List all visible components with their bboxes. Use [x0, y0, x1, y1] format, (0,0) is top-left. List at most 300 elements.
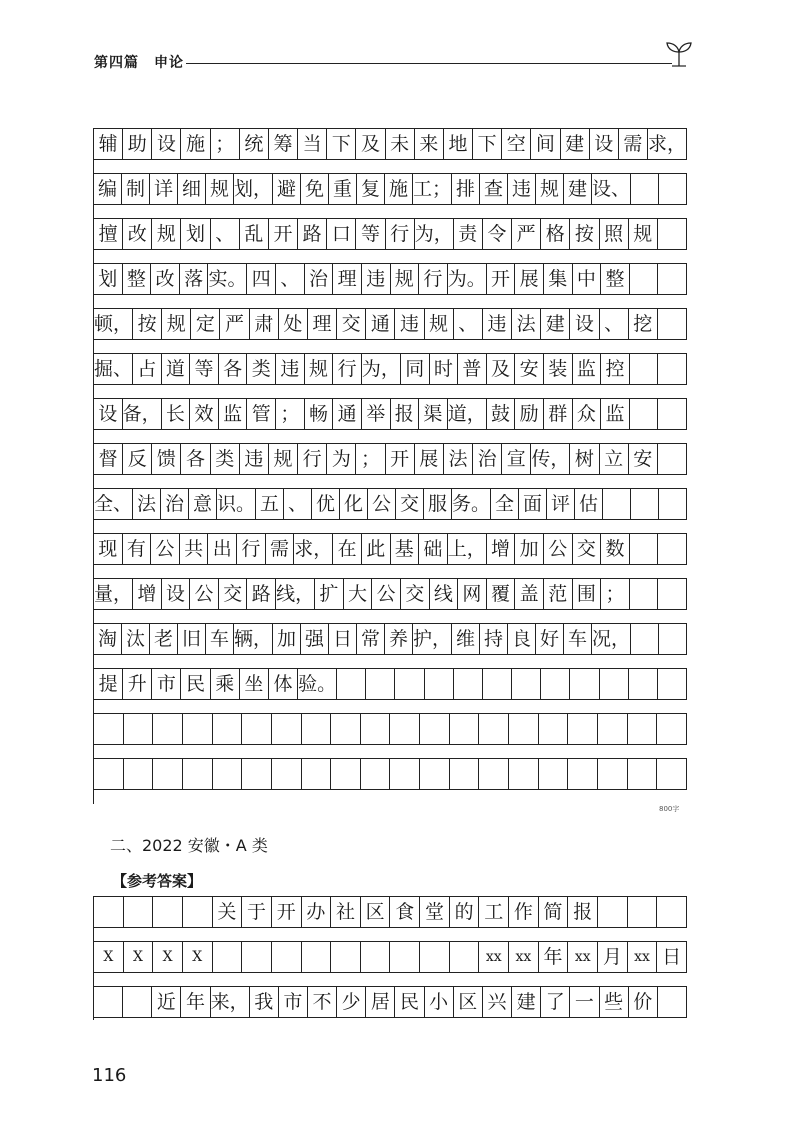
grid-cell: 展 — [415, 444, 444, 474]
grid-cell: 全 — [491, 489, 519, 519]
grid-cell: 车 — [564, 624, 592, 654]
grid-cell: 日 — [657, 942, 687, 972]
grid-cell: xx — [568, 942, 598, 972]
grid-cell: 五 — [256, 489, 284, 519]
grid-row — [94, 986, 687, 1018]
grid-cell: 养 — [385, 624, 413, 654]
grid-cell: 设 — [162, 579, 191, 609]
grid-cell — [361, 759, 391, 789]
grid-cell: 设 — [590, 129, 619, 159]
grid-cell: 效 — [190, 399, 219, 429]
grid-cell: 建 — [512, 987, 541, 1017]
grid-cell: 占 — [133, 354, 162, 384]
grid-cell: X — [94, 942, 124, 972]
grid-cell: 公 — [368, 489, 396, 519]
grid-cell — [450, 714, 480, 744]
header-title: 第四篇 申论 — [94, 55, 184, 71]
grid-cell: xx — [509, 942, 539, 972]
grid-cell: 公 — [372, 579, 401, 609]
grid-cell: 普 — [458, 354, 487, 384]
grid-cell: 地 — [444, 129, 473, 159]
grid-cell: 增 — [487, 534, 516, 564]
grid-cell: 助 — [123, 129, 152, 159]
grid-cell — [570, 669, 599, 699]
grid-cell: 理 — [308, 309, 337, 339]
grid-cell: 网 — [458, 579, 487, 609]
grid-cell: 护， — [413, 624, 452, 654]
grid-cell: 淘 — [94, 624, 122, 654]
grid-cell — [242, 714, 272, 744]
grid-cell: 况， — [592, 624, 631, 654]
grid-cell — [390, 714, 420, 744]
grid-cell — [628, 759, 658, 789]
grid-cell: 重 — [329, 174, 357, 204]
grid-cell: 改 — [151, 264, 180, 294]
grid-cell — [153, 759, 183, 789]
grid-cell: 覆 — [487, 579, 516, 609]
grid-cell — [603, 489, 631, 519]
grid-cell — [659, 489, 687, 519]
grid-cell — [213, 942, 243, 972]
grid-cell: 识。 — [217, 489, 256, 519]
grid-cell — [598, 759, 628, 789]
grid-cell — [631, 174, 659, 204]
grid-cell: 持 — [480, 624, 508, 654]
grid-cell — [94, 987, 123, 1017]
grid-cell: 办 — [302, 897, 332, 927]
grid-cell — [420, 759, 450, 789]
grid-cell: 础 — [419, 534, 448, 564]
grid-cell: 免 — [301, 174, 329, 204]
grid-cell: 各 — [181, 444, 210, 474]
grid-cell — [598, 897, 628, 927]
grid-cell: 集 — [544, 264, 573, 294]
grid-cell: xx — [479, 942, 509, 972]
grid-cell: 有 — [123, 534, 152, 564]
grid-cell — [630, 399, 659, 429]
grid-cell: 维 — [452, 624, 480, 654]
grid-cell — [153, 897, 183, 927]
grid-cell — [183, 897, 213, 927]
grid-cell: 坐 — [240, 669, 269, 699]
grid-cell: 在 — [333, 534, 362, 564]
grid-cell: 规 — [305, 354, 334, 384]
grid-cell: xx — [628, 942, 658, 972]
grid-cell: 通 — [333, 399, 362, 429]
grid-cell: ； — [601, 579, 630, 609]
grid-cell: 辅 — [94, 129, 123, 159]
grid-cell: 宣 — [502, 444, 531, 474]
grid-cell: 众 — [573, 399, 602, 429]
grid-cell: ； — [211, 129, 240, 159]
grid-cell — [331, 714, 361, 744]
grid-cell: 、 — [600, 309, 629, 339]
grid-cell: 兴 — [483, 987, 512, 1017]
grid-cell: 开 — [386, 444, 415, 474]
grid-cell: 升 — [123, 669, 152, 699]
grid-cell: 的 — [450, 897, 480, 927]
grid-cell: 市 — [152, 669, 181, 699]
grid-cell: 规 — [152, 219, 181, 249]
grid-cell — [361, 714, 391, 744]
grid-row — [94, 533, 687, 565]
grid-cell: 增 — [133, 579, 162, 609]
grid-row — [94, 896, 687, 928]
word-count-label: 800字 — [659, 805, 680, 813]
grid-cell: 需 — [619, 129, 648, 159]
grid-cell: 控 — [601, 354, 630, 384]
grid-cell — [657, 714, 687, 744]
grid-cell — [94, 714, 124, 744]
grid-cell — [541, 669, 570, 699]
grid-cell: 规 — [206, 174, 234, 204]
grid-cell: 工； — [413, 174, 452, 204]
grid-cell: 车 — [206, 624, 234, 654]
grid-row — [94, 128, 687, 160]
grid-cell: 励 — [515, 399, 544, 429]
grid-row — [94, 353, 687, 385]
grid-cell: 小 — [425, 987, 454, 1017]
grid-cell: 路 — [247, 579, 276, 609]
grid-cell — [331, 759, 361, 789]
grid-cell — [658, 264, 687, 294]
grid-cell: 好 — [536, 624, 564, 654]
grid-cell: 路 — [298, 219, 327, 249]
grid-cell: 类 — [211, 444, 240, 474]
grid-cell: 划 — [94, 264, 123, 294]
grid-cell: 了 — [541, 987, 570, 1017]
grid-cell: 整 — [123, 264, 152, 294]
grid-cell: 挖 — [629, 309, 658, 339]
grid-cell: 乱 — [240, 219, 269, 249]
grid-cell: 食 — [390, 897, 420, 927]
grid-cell — [302, 714, 332, 744]
grid-cell: 擅 — [94, 219, 123, 249]
page-number: 116 — [92, 1065, 127, 1086]
grid-cell: 道 — [162, 354, 191, 384]
grid-row — [94, 398, 687, 430]
grid-cell: 严 — [220, 309, 249, 339]
grid-cell: 为， — [415, 219, 454, 249]
grid-cell — [420, 942, 450, 972]
grid-cell: 公 — [151, 534, 180, 564]
grid-cell — [420, 714, 450, 744]
grid-cell: 民 — [395, 987, 424, 1017]
grid-cell: 长 — [162, 399, 191, 429]
grid-cell — [361, 942, 391, 972]
grid-cell: 来 — [415, 129, 444, 159]
grid-cell — [568, 714, 598, 744]
grid-cell — [124, 714, 154, 744]
grid-cell: 口 — [327, 219, 356, 249]
grid-cell — [390, 759, 420, 789]
grid-cell: 施 — [385, 174, 413, 204]
grid-cell — [94, 759, 124, 789]
grid-cell: 查 — [480, 174, 508, 204]
grid-cell: 交 — [396, 489, 424, 519]
grid-cell — [395, 669, 424, 699]
grid-cell: 设 — [152, 129, 181, 159]
grid-cell: 现 — [94, 534, 123, 564]
grid-cell: 治 — [473, 444, 502, 474]
grid-cell: 评 — [547, 489, 575, 519]
grid-cell — [659, 174, 687, 204]
grid-cell — [366, 669, 395, 699]
grid-cell: 定 — [191, 309, 220, 339]
grid-cell: 畅 — [305, 399, 334, 429]
grid-cell — [302, 759, 332, 789]
grid-cell: 违 — [240, 444, 269, 474]
grid-cell — [479, 714, 509, 744]
grid-cell: 等 — [356, 219, 385, 249]
grid-cell — [630, 264, 659, 294]
grid-cell: 线， — [276, 579, 315, 609]
grid-cell: 求， — [648, 129, 687, 159]
grid-cell: 报 — [568, 897, 598, 927]
grid-cell — [183, 714, 213, 744]
grid-cell: 道， — [448, 399, 487, 429]
grid-cell — [479, 759, 509, 789]
grid-cell: 此 — [362, 534, 391, 564]
grid-cell: X — [124, 942, 154, 972]
grid-cell: 立 — [600, 444, 629, 474]
grid-cell: 作 — [509, 897, 539, 927]
grid-cell: 设 — [570, 309, 599, 339]
grid-cell: 违 — [362, 264, 391, 294]
grid-cell: 报 — [391, 399, 420, 429]
grid-cell: 于 — [242, 897, 272, 927]
grid-cell: 数 — [601, 534, 630, 564]
grid-cell — [123, 987, 152, 1017]
grid-cell: 责 — [454, 219, 483, 249]
grid-cell: 规 — [536, 174, 564, 204]
grid-cell — [454, 669, 483, 699]
grid-row — [94, 263, 687, 295]
grid-row — [94, 668, 687, 700]
grid-cell: X — [183, 942, 213, 972]
grid-cell — [272, 759, 302, 789]
grid-cell: 类 — [247, 354, 276, 384]
grid-cell: 交 — [401, 579, 430, 609]
grid-cell: 价 — [629, 987, 658, 1017]
grid-cell — [509, 759, 539, 789]
grid-cell — [658, 987, 687, 1017]
grid-cell — [512, 669, 541, 699]
grid-cell: 良 — [508, 624, 536, 654]
grid-cell: 共 — [180, 534, 209, 564]
grid-cell: 老 — [150, 624, 178, 654]
grid-cell: 举 — [362, 399, 391, 429]
grid-cell: 一 — [570, 987, 599, 1017]
grid-cell: 装 — [544, 354, 573, 384]
grid-cell: 、 — [276, 264, 305, 294]
grid-cell — [539, 759, 569, 789]
grid-cell: X — [153, 942, 183, 972]
grid-cell: 未 — [386, 129, 415, 159]
grid-cell: 等 — [190, 354, 219, 384]
grid-cell: 设 — [94, 399, 123, 429]
grid-cell — [658, 669, 687, 699]
grid-cell: 服 — [424, 489, 452, 519]
grid-cell: 行 — [419, 264, 448, 294]
grid-cell — [631, 624, 659, 654]
grid-cell: 违 — [395, 309, 424, 339]
grid-cell: 反 — [123, 444, 152, 474]
grid-cell: 年 — [539, 942, 569, 972]
grid-cell: 群 — [544, 399, 573, 429]
grid-cell — [658, 534, 687, 564]
grid-cell: 细 — [178, 174, 206, 204]
grid-cell: 扩 — [315, 579, 344, 609]
grid-cell — [658, 219, 687, 249]
grid-cell — [425, 669, 454, 699]
grid-cell — [539, 714, 569, 744]
grid-cell: 优 — [312, 489, 340, 519]
grid-cell: 中 — [573, 264, 602, 294]
grid-cell: 渠 — [419, 399, 448, 429]
grid-cell: 格 — [541, 219, 570, 249]
grid-cell — [483, 669, 512, 699]
grid-cell: 行 — [333, 354, 362, 384]
grid-row — [94, 308, 687, 340]
grid-cell: 行 — [237, 534, 266, 564]
grid-cell: 加 — [515, 534, 544, 564]
grid-cell — [450, 942, 480, 972]
grid-cell: 建 — [561, 129, 590, 159]
grid-cell: 理 — [333, 264, 362, 294]
grid-cell: 整 — [601, 264, 630, 294]
grid-cell — [450, 759, 480, 789]
grid-cell: 些 — [600, 987, 629, 1017]
grid-cell: 开 — [487, 264, 516, 294]
grid-cell: 行 — [386, 219, 415, 249]
grid-cell: 、 — [454, 309, 483, 339]
grid-cell: 辆， — [234, 624, 273, 654]
grid-cell: 关 — [213, 897, 243, 927]
grid-cell: 肃 — [250, 309, 279, 339]
grid-row — [94, 218, 687, 250]
grid-cell: 为， — [362, 354, 401, 384]
grid-cell — [658, 579, 687, 609]
grid-cell: 规 — [391, 264, 420, 294]
grid-cell: 间 — [531, 129, 560, 159]
grid-cell: 法 — [133, 489, 161, 519]
grid-cell: 法 — [444, 444, 473, 474]
grid-cell: 制 — [122, 174, 150, 204]
grid-cell: 开 — [272, 897, 302, 927]
grid-row — [94, 713, 687, 745]
grid-cell: 安 — [515, 354, 544, 384]
grid-row — [94, 623, 687, 655]
grid-cell: 化 — [340, 489, 368, 519]
grid-cell: 治 — [305, 264, 334, 294]
grid-cell — [658, 354, 687, 384]
section-title: 二、2022 安徽・A 类 — [110, 836, 268, 855]
answer-grid-top — [93, 128, 686, 804]
grid-cell — [630, 534, 659, 564]
answer-grid-bottom — [93, 896, 686, 1020]
grid-cell — [628, 714, 658, 744]
grid-cell: 展 — [515, 264, 544, 294]
grid-cell: 工 — [479, 897, 509, 927]
grid-cell — [272, 714, 302, 744]
grid-cell — [658, 399, 687, 429]
grid-cell — [272, 942, 302, 972]
grid-row — [94, 488, 687, 520]
grid-cell: 公 — [190, 579, 219, 609]
grid-row — [94, 443, 687, 475]
grid-cell: 违 — [508, 174, 536, 204]
grid-cell: 少 — [337, 987, 366, 1017]
grid-cell: 当 — [298, 129, 327, 159]
grid-cell — [628, 897, 658, 927]
grid-cell: 来， — [211, 987, 250, 1017]
grid-cell: 掘、 — [94, 354, 133, 384]
grid-cell: 时 — [430, 354, 459, 384]
grid-cell: 备， — [123, 399, 162, 429]
grid-cell: 量， — [94, 579, 133, 609]
grid-cell — [631, 489, 659, 519]
grid-cell: 年 — [181, 987, 210, 1017]
grid-cell — [629, 669, 658, 699]
grid-cell — [630, 354, 659, 384]
grid-cell: 落 — [180, 264, 209, 294]
grid-cell: 顿， — [94, 309, 133, 339]
grid-cell: 月 — [598, 942, 628, 972]
grid-cell: 日 — [329, 624, 357, 654]
grid-cell: 求， — [294, 534, 333, 564]
grid-cell: 验。 — [298, 669, 337, 699]
grid-cell: 传， — [531, 444, 570, 474]
grid-cell — [600, 669, 629, 699]
grid-cell: 及 — [487, 354, 516, 384]
grid-cell: 范 — [544, 579, 573, 609]
grid-cell: 常 — [357, 624, 385, 654]
grid-cell: 各 — [219, 354, 248, 384]
grid-cell: 安 — [629, 444, 658, 474]
grid-cell — [242, 942, 272, 972]
grid-cell: 不 — [308, 987, 337, 1017]
grid-cell — [183, 759, 213, 789]
grid-cell — [568, 759, 598, 789]
grid-cell: 出 — [208, 534, 237, 564]
grid-cell: 为 — [327, 444, 356, 474]
grid-cell: 鼓 — [487, 399, 516, 429]
grid-cell: 规 — [629, 219, 658, 249]
grid-cell: 违 — [483, 309, 512, 339]
grid-cell: 处 — [279, 309, 308, 339]
grid-cell: 管 — [247, 399, 276, 429]
grid-cell: 、 — [284, 489, 312, 519]
grid-cell: 排 — [452, 174, 480, 204]
grid-cell: 规 — [162, 309, 191, 339]
grid-cell: 监 — [219, 399, 248, 429]
grid-cell — [658, 309, 687, 339]
grid-cell — [659, 624, 687, 654]
grid-cell: 及 — [356, 129, 385, 159]
grid-cell: 近 — [152, 987, 181, 1017]
grid-cell: 治 — [161, 489, 189, 519]
grid-cell: 交 — [337, 309, 366, 339]
grid-row — [94, 578, 687, 610]
grid-cell: 编 — [94, 174, 122, 204]
grid-cell: 建 — [564, 174, 592, 204]
grid-cell: 体 — [269, 669, 298, 699]
grid-cell: 全、 — [94, 489, 133, 519]
grid-cell: 法 — [512, 309, 541, 339]
grid-cell: 为。 — [448, 264, 487, 294]
grid-cell: 、 — [211, 219, 240, 249]
